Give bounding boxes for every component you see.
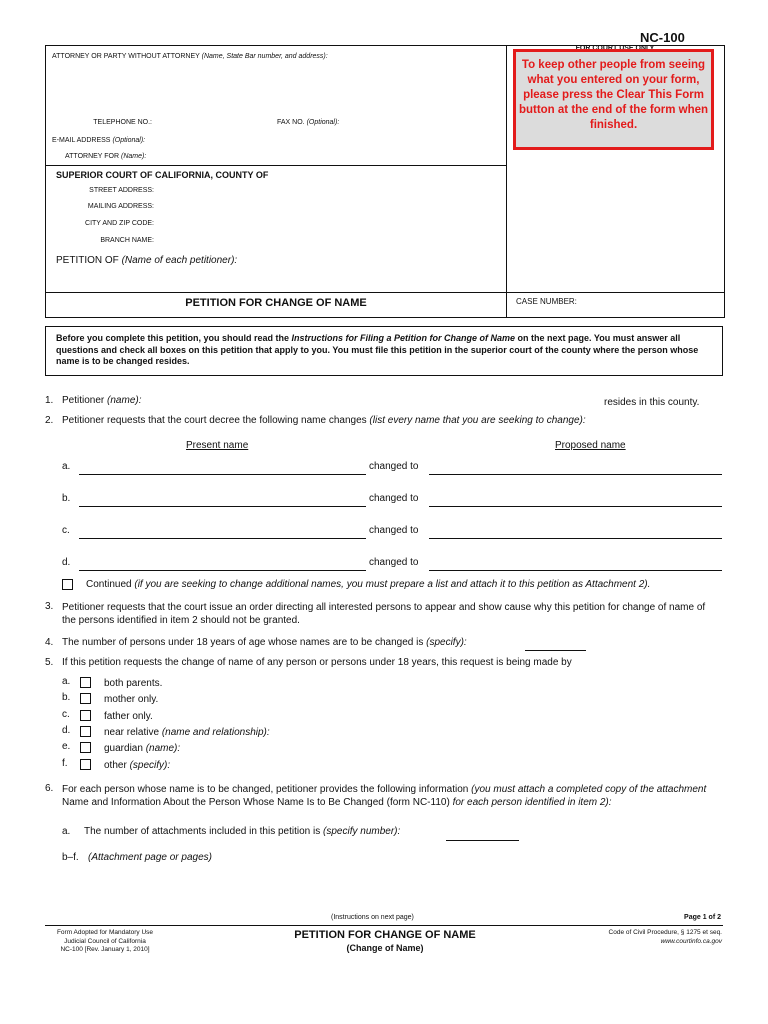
intro-box: Before you complete this petition, you should read the Instructions for Filing a Petition for Change of Name on the next page. You must answer all questions and check all boxes on this petition that apply to you. You must file this petition in the superior court of the county where the person whose name is to be changed resides. <box>45 326 723 376</box>
mother-only-checkbox[interactable] <box>80 693 91 704</box>
privacy-notice: To keep other people from seeing what you entered on your form, please press the Clear This Form button at the end of the form when finished. <box>513 49 714 150</box>
present-name-b-input[interactable] <box>79 506 366 507</box>
row-c-letter: c. <box>62 525 70 536</box>
present-name-a-input[interactable] <box>79 474 366 475</box>
form-number: NC-100 <box>640 30 685 45</box>
opt-b-label: mother only. <box>104 694 159 705</box>
opt-f-letter: f. <box>62 758 68 769</box>
item6a-text: The number of attachments included in this petition is (specify number): <box>84 826 401 837</box>
opt-f-label: other (specify): <box>104 760 171 771</box>
item1-label: Petitioner (name): <box>62 395 142 406</box>
minors-count-input[interactable] <box>525 650 586 651</box>
mailing-label: MAILING ADDRESS: <box>87 203 154 210</box>
opt-c-label: father only. <box>104 711 153 722</box>
attorney-for-label: ATTORNEY FOR (Name): <box>65 153 147 160</box>
item5-number: 5. <box>45 657 54 668</box>
opt-d-letter: d. <box>62 725 71 736</box>
item6a-letter: a. <box>62 826 71 837</box>
website-link[interactable]: www.courtinfo.ca.gov <box>660 937 722 945</box>
petition-of-label: PETITION OF (Name of each petitioner): <box>56 255 238 266</box>
item6-text: For each person whose name is to be changed, petitioner provides the following information (you must attach a completed copy of the attachment Name and Information About the Person Whose Name Is to Be Changed (form NC-110) for each person identified in item 2): <box>62 784 707 808</box>
attachments-count-input[interactable] <box>446 840 519 841</box>
proposed-name-b-input[interactable] <box>429 506 722 507</box>
row-d-letter: d. <box>62 557 71 568</box>
item6-number: 6. <box>45 783 54 794</box>
caption-form-title: PETITION FOR CHANGE OF NAME <box>185 297 367 309</box>
instructions-next: (Instructions on next page) <box>331 914 414 921</box>
opt-d-label: near relative (name and relationship): <box>104 727 270 738</box>
item5-text: If this petition requests the change of name of any person or persons under 18 years, this request is being made by <box>62 657 572 668</box>
attorney-field[interactable] <box>52 73 497 117</box>
email-label: E-MAIL ADDRESS (Optional): <box>52 137 146 144</box>
opt-e-letter: e. <box>62 741 71 752</box>
row-d-changed-to: changed to <box>369 557 419 568</box>
opt-a-letter: a. <box>62 676 71 687</box>
item2-number: 2. <box>45 415 54 426</box>
proposed-name-d-input[interactable] <box>429 570 722 571</box>
opt-a-label: both parents. <box>104 678 163 689</box>
row-b-changed-to: changed to <box>369 493 419 504</box>
case-number-label: CASE NUMBER: <box>516 297 577 306</box>
father-only-checkbox[interactable] <box>80 710 91 721</box>
code-citation: Code of Civil Procedure, § 1275 et seq. www.courtinfo.ca.gov <box>540 929 722 946</box>
telephone-label: TELEPHONE NO.: <box>93 119 152 126</box>
court-title: SUPERIOR COURT OF CALIFORNIA, COUNTY OF <box>56 170 269 180</box>
opt-c-letter: c. <box>62 709 70 720</box>
city-zip-label: CITY AND ZIP CODE: <box>85 220 154 227</box>
item3-number: 3. <box>45 601 54 612</box>
street-label: STREET ADDRESS: <box>89 187 154 194</box>
caption-divider <box>506 45 507 317</box>
other-checkbox[interactable] <box>80 759 91 770</box>
title-divider <box>45 292 724 293</box>
item4-text: The number of persons under 18 years of age whose names are to be changed is (specify): <box>62 637 467 648</box>
item1-number: 1. <box>45 395 54 406</box>
near-relative-checkbox[interactable] <box>80 726 91 737</box>
guardian-checkbox[interactable] <box>80 742 91 753</box>
item6bf-letter: b–f. <box>62 852 79 863</box>
footer-rule <box>45 925 723 926</box>
opt-b-letter: b. <box>62 692 71 703</box>
proposed-name-a-input[interactable] <box>429 474 722 475</box>
fax-label: FAX NO. (Optional): <box>277 119 340 126</box>
row-c-changed-to: changed to <box>369 525 419 536</box>
both-parents-checkbox[interactable] <box>80 677 91 688</box>
item3-text: Petitioner requests that the court issue an order directing all interested persons to appear and show cause why this petition for change of name of the persons identified in item 2 should not be granted. <box>62 602 706 626</box>
page-number: Page 1 of 2 <box>684 914 721 921</box>
row-a-changed-to: changed to <box>369 461 419 472</box>
present-name-header: Present name <box>186 440 249 451</box>
item1-suffix: resides in this county. <box>604 397 700 408</box>
row-b-letter: b. <box>62 493 71 504</box>
attorney-label: ATTORNEY OR PARTY WITHOUT ATTORNEY (Name, State Bar number, and address): <box>52 53 328 60</box>
row-a-letter: a. <box>62 461 71 472</box>
present-name-d-input[interactable] <box>79 570 366 571</box>
footer-subtitle: (Change of Name) <box>346 943 424 953</box>
item4-number: 4. <box>45 637 54 648</box>
item6bf-text: (Attachment page or pages) <box>88 852 212 863</box>
opt-e-label: guardian (name): <box>104 743 181 754</box>
branch-label: BRANCH NAME: <box>100 237 154 244</box>
court-divider <box>45 165 507 166</box>
continued-checkbox[interactable] <box>62 579 73 590</box>
footer-title: PETITION FOR CHANGE OF NAME <box>294 929 476 941</box>
proposed-name-c-input[interactable] <box>429 538 722 539</box>
continued-label: Continued (if you are seeking to change additional names, you must prepare a list and attach it to this petition as Attachment 2). <box>86 579 651 590</box>
proposed-name-header: Proposed name <box>555 440 626 451</box>
present-name-c-input[interactable] <box>79 538 366 539</box>
adoption-note: Form Adopted for Mandatory Use Judicial Council of California NC-100 [Rev. January 1, 2010] <box>56 929 154 953</box>
item2-label: Petitioner requests that the court decree the following name changes (list every name that you are seeking to change): <box>62 415 586 426</box>
